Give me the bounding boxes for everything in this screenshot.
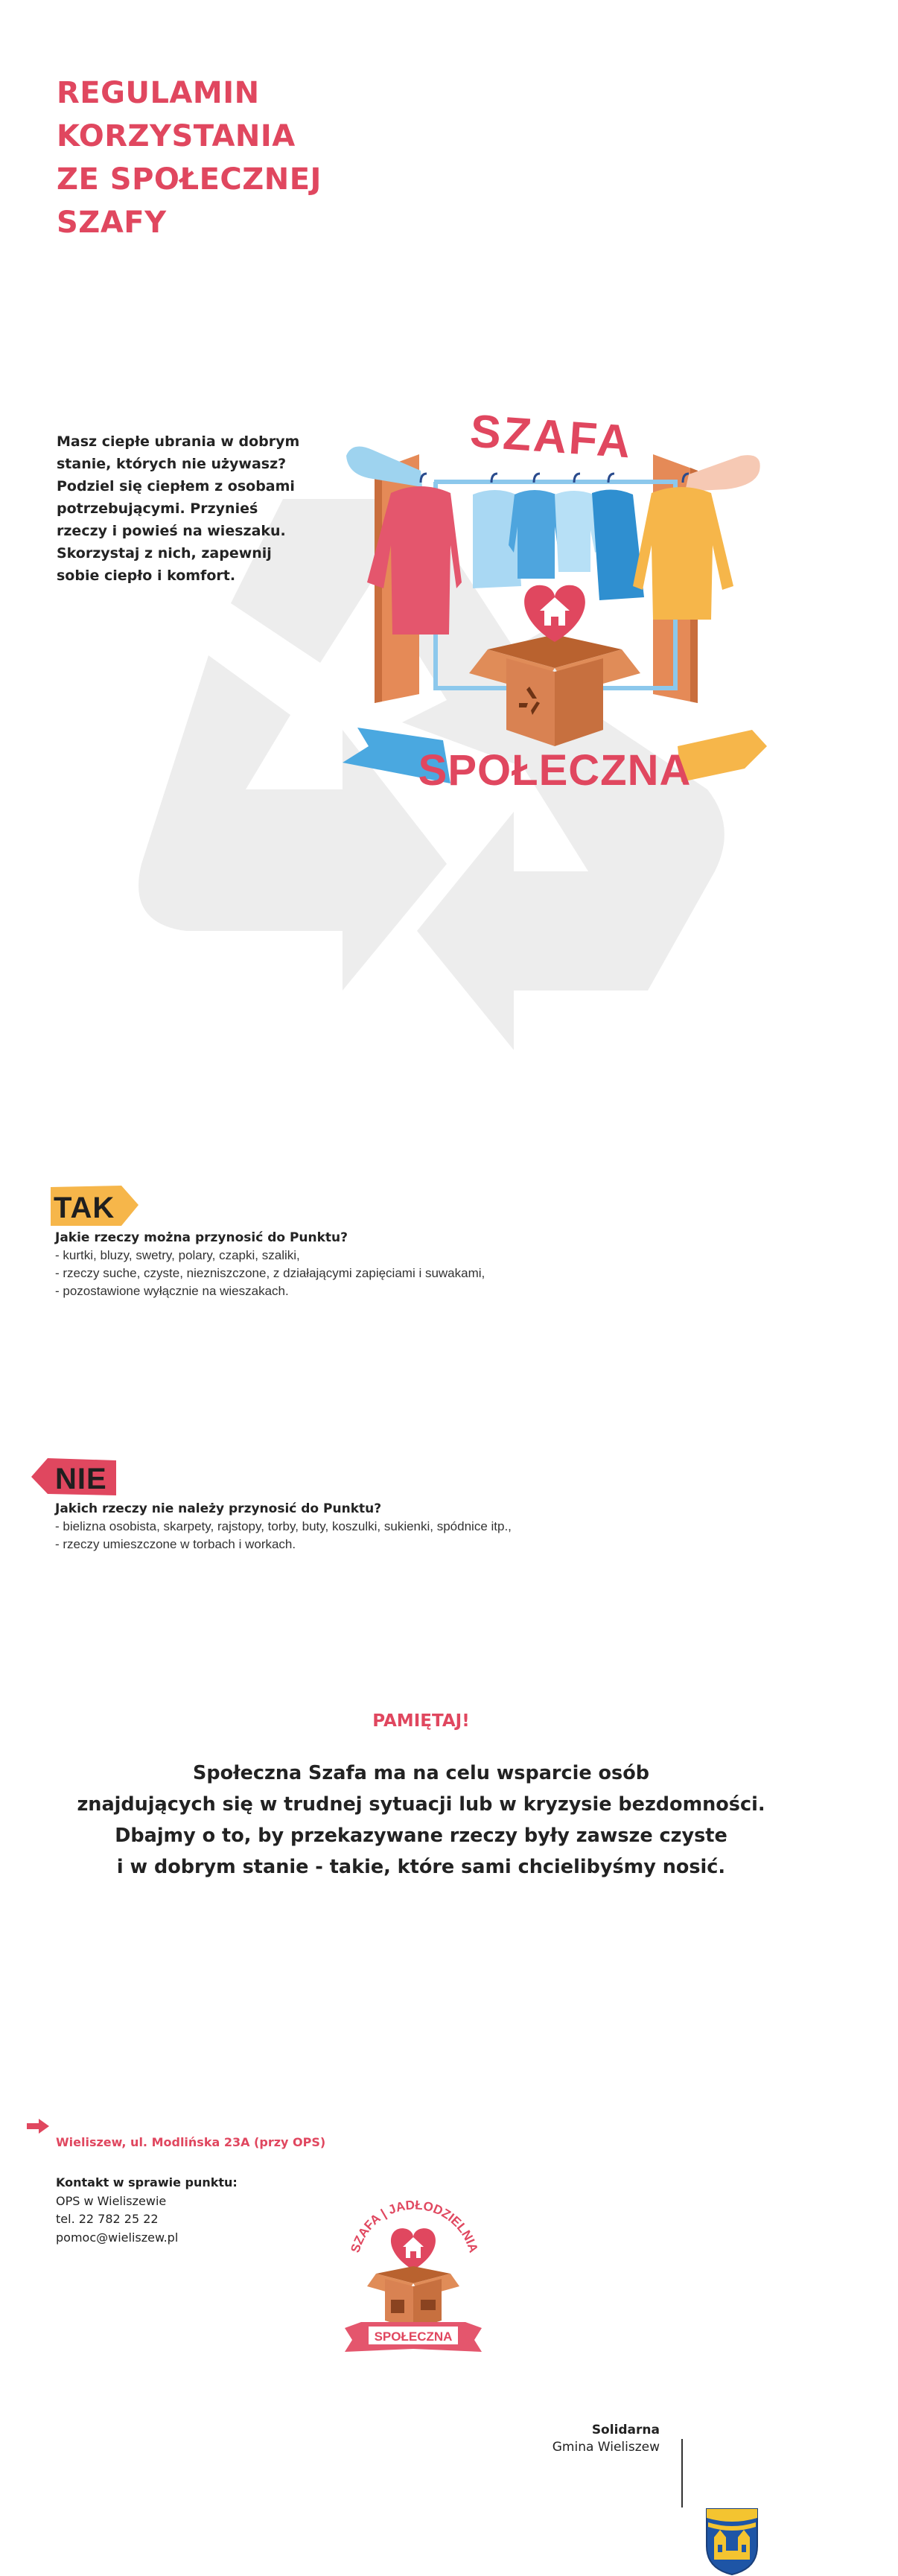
- intro-line: potrzebującymi. Przynieś: [57, 500, 258, 517]
- intro-line: Skorzystaj z nich, zapewnij: [57, 545, 272, 562]
- arrow-right-icon: [27, 2119, 49, 2134]
- title-line: KORZYSTANIA: [57, 119, 296, 153]
- page-title: [57, 71, 369, 244]
- no-question: Jakich rzeczy nie należy przynosić do Punktu?: [55, 1501, 382, 1516]
- logo-box: [367, 2266, 459, 2329]
- footer-divider: [681, 2439, 683, 2507]
- intro-line: stanie, których nie używasz?: [57, 456, 287, 472]
- yes-question: Jakie rzeczy można przynosić do Punktu?: [55, 1230, 348, 1245]
- title-line: ZE SPOŁECZNEJ: [57, 162, 322, 197]
- remember-message: [30, 1758, 812, 1883]
- intro-line: Podziel się ciepłem z osobami: [57, 478, 295, 494]
- contact-line: OPS w Wieliszewie: [56, 2193, 167, 2208]
- list-item: - pozostawione wyłącznie na wieszakach.: [55, 1284, 289, 1298]
- list-item: - kurtki, bluzy, swetry, polary, czapki, szaliki,: [55, 1248, 300, 1262]
- gmina-line-bold: Solidarna: [591, 2423, 660, 2437]
- yes-section: [51, 1186, 572, 1300]
- no-section: [31, 1458, 597, 1553]
- no-list: [55, 1518, 597, 1553]
- contact-line: tel. 22 782 25 22: [56, 2212, 159, 2226]
- yellow-sweater: [633, 487, 733, 620]
- intro-line: Masz ciepłe ubrania w dobrym: [57, 433, 300, 450]
- wardrobe-illustration: [339, 396, 778, 798]
- gmina-line: Gmina Wieliszew: [552, 2440, 660, 2455]
- remember-line: i w dobrym stanie - takie, które sami chcielibyśmy nosić.: [116, 1856, 726, 1878]
- hero-top-word: SZAFA: [468, 405, 634, 468]
- remember-line: Dbajmy o to, by przekazywane rzeczy były zawsze czyste: [115, 1825, 727, 1847]
- title-line: REGULAMIN: [57, 76, 260, 110]
- coat-of-arms-icon: [705, 2507, 759, 2576]
- intro-paragraph: [57, 430, 325, 587]
- intro-line: rzeczy i powieś na wieszaku.: [57, 523, 286, 539]
- yes-badge: TAK: [54, 1192, 115, 1224]
- no-badge: NIE: [55, 1463, 107, 1495]
- list-item: - rzeczy umieszczone w torbach i workach.: [55, 1537, 296, 1551]
- remember-line: Społeczna Szafa ma na celu wsparcie osób: [192, 1762, 650, 1784]
- yes-list: [55, 1247, 572, 1300]
- szafa-logo: [339, 2195, 488, 2356]
- logo-ribbon-text: SPOŁECZNA: [374, 2329, 453, 2344]
- list-item: - rzeczy suche, czyste, niezniszczone, z działającymi zapięciami i suwakami,: [55, 1266, 485, 1280]
- contact-line: pomoc@wieliszew.pl: [56, 2230, 179, 2245]
- footer-address: Wieliszew, ul. Modlińska 23A (przy OPS): [56, 2135, 326, 2149]
- remember-heading: PAMIĘTAJ!: [372, 1711, 470, 1731]
- intro-line: sobie ciepło i komfort.: [57, 567, 236, 584]
- title-line: SZAFY: [57, 206, 167, 240]
- heart-home-icon: [524, 585, 585, 642]
- logo-arc-text: SZAFA | JADŁODZIELNIA: [348, 2198, 481, 2255]
- contact-heading: Kontakt w sprawie punktu:: [56, 2175, 238, 2189]
- list-item: - bielizna osobista, skarpety, rajstopy, torby, buty, koszulki, sukienki, spódnice itp.,: [55, 1519, 512, 1533]
- heart-home-icon: [391, 2228, 436, 2270]
- hand-right: [685, 455, 760, 492]
- gmina-label: [521, 2422, 660, 2456]
- hero-bottom-word: SPOŁECZNA: [418, 746, 692, 795]
- remember-line: znajdujących się w trudnej sytuacji lub w kryzysie bezdomności.: [77, 1793, 765, 1816]
